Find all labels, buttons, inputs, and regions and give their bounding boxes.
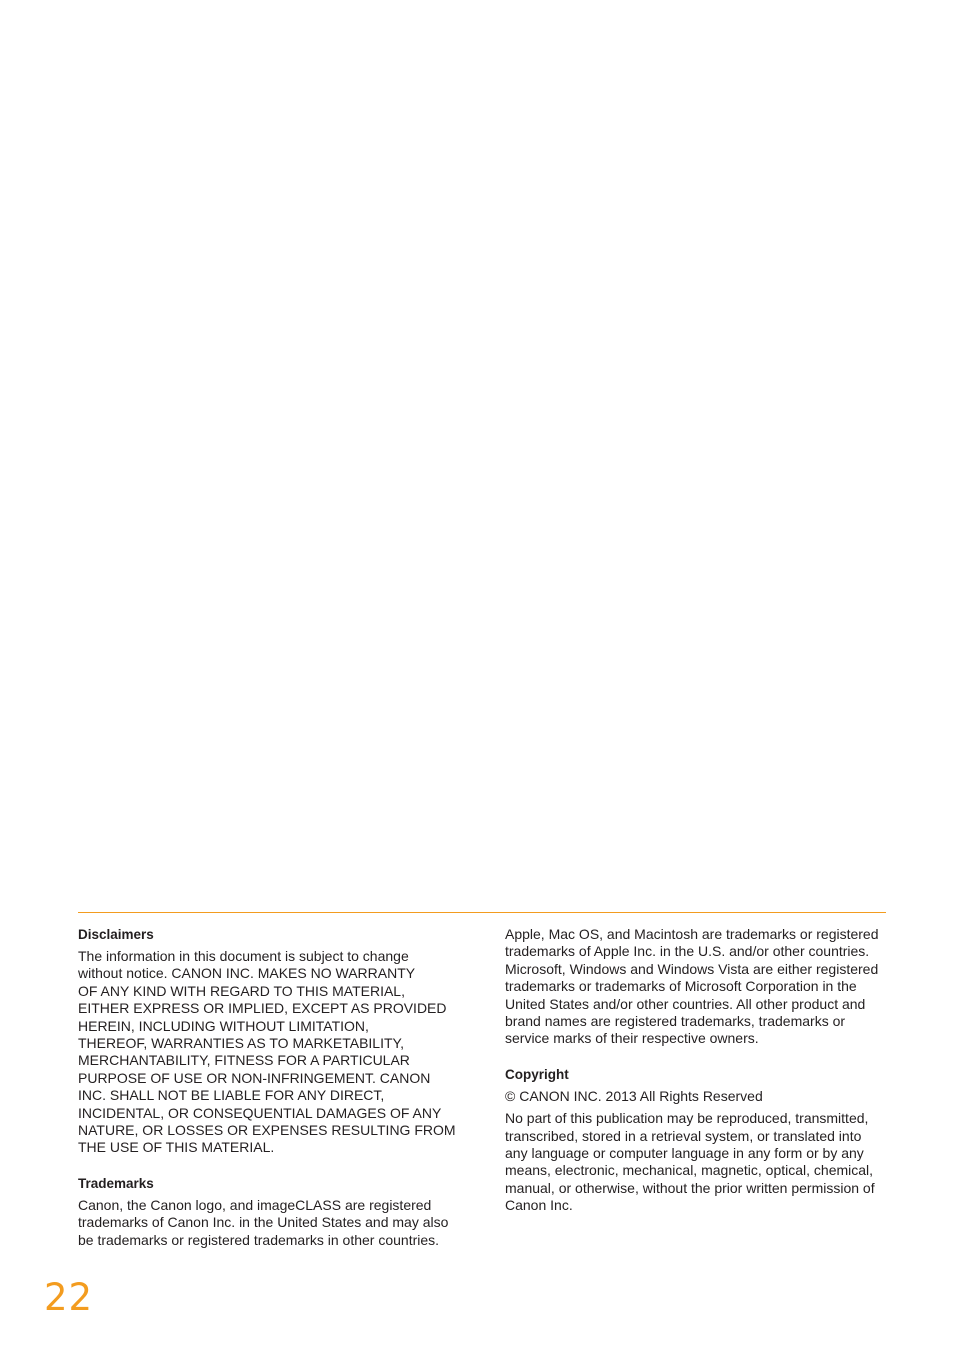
page-number: 22 — [44, 1276, 94, 1319]
section-divider — [78, 912, 886, 913]
trademarks-heading: Trademarks — [78, 1175, 154, 1191]
trademarks-text: Canon, the Canon logo, and imageCLASS are registered trademarks of Canon Inc. in the United States and may also be trademarks or registered trademarks in other countries. — [78, 1196, 449, 1248]
right-column — [505, 926, 895, 1215]
copyright-text: No part of this publication may be reproduced, transmitted, transcribed, stored in a retrieval system, or translated into any language or computer language in any form or by any means, electronic, mechanical, magnetic, optical, chemical, manual, or otherwise, without the prior written permission of Canon Inc. — [505, 1110, 875, 1214]
trademarks-continued-text: Apple, Mac OS, and Macintosh are trademarks or registered trademarks of Apple Inc. in the U.S. and/or other countries. Microsoft, Windows and Windows Vista are either registered trademarks or trademarks of Microsoft Corporation in the United States and/or other countries. All other product and brand names are registered trademarks, trademarks or service marks of their respective owners. — [505, 926, 879, 1047]
disclaimers-text: The information in this document is subject to change without notice. CANON INC. MAKES NO WARRANTY OF ANY KIND WITH REGARD TO THIS MATERIAL, EITHER EXPRESS OR IMPLIED, EXCEPT AS PROVIDED HEREIN, INCLUDING WITHOUT LIMITATION, THEREOF, WARRANTIES AS TO MARKETABILITY, MERCHANTABILITY, FITNESS FOR A PARTICULAR PURPOSE OF USE OR NON-INFRINGEMENT. CANON INC. SHALL NOT BE LIABLE FOR ANY DIRECT, INCIDENTAL, OR CONSEQUENTIAL DAMAGES OF ANY NATURE, OR LOSSES OR EXPENSES RESULTING FROM THE USE OF THIS MATERIAL. — [78, 948, 456, 1156]
copyright-heading: Copyright — [505, 1066, 569, 1082]
disclaimers-heading: Disclaimers — [78, 927, 154, 942]
copyright-notice: © CANON INC. 2013 All Rights Reserved — [505, 1087, 763, 1104]
left-column — [78, 926, 470, 1249]
